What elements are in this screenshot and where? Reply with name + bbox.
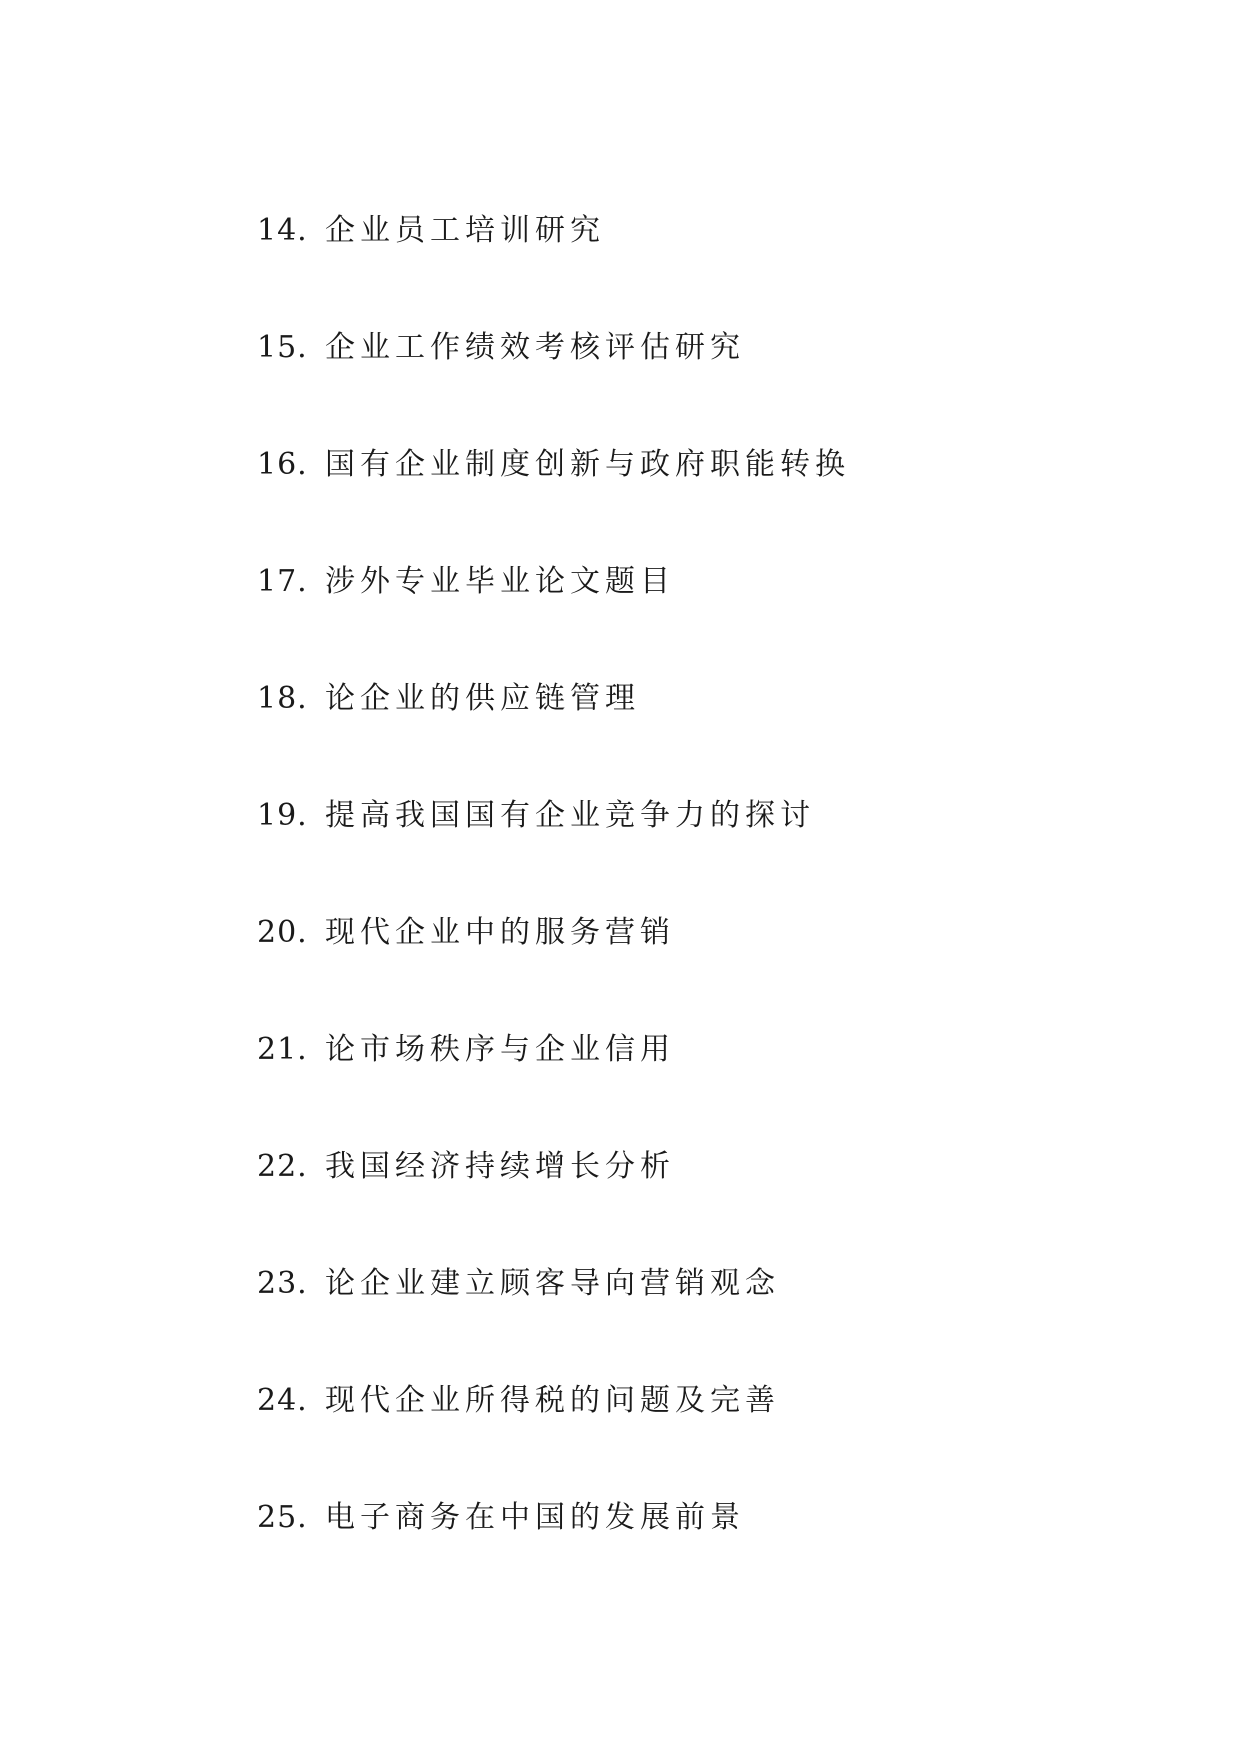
list-item <box>257 447 1157 564</box>
item-number: 18. <box>257 681 308 716</box>
list-item <box>257 681 1157 798</box>
topic-list <box>257 213 1157 1617</box>
item-number: 24. <box>257 1383 308 1418</box>
list-item <box>257 1149 1157 1266</box>
item-title: 现代企业中的服务营销 <box>325 915 675 950</box>
list-item <box>257 798 1157 915</box>
item-number: 21. <box>257 1032 308 1067</box>
item-number: 17. <box>257 564 308 599</box>
item-number: 22. <box>257 1149 308 1184</box>
list-item <box>257 915 1157 1032</box>
item-title: 现代企业所得税的问题及完善 <box>325 1383 780 1418</box>
item-number: 23. <box>257 1266 308 1301</box>
item-title: 国有企业制度创新与政府职能转换 <box>325 447 850 482</box>
item-title: 提高我国国有企业竞争力的探讨 <box>325 798 815 833</box>
item-title: 论市场秩序与企业信用 <box>325 1032 675 1067</box>
item-title: 论企业的供应链管理 <box>325 681 640 716</box>
item-title: 电子商务在中国的发展前景 <box>325 1500 745 1535</box>
list-item <box>257 1032 1157 1149</box>
item-title: 涉外专业毕业论文题目 <box>325 564 675 599</box>
item-number: 20. <box>257 915 308 950</box>
list-item <box>257 1266 1157 1383</box>
list-item <box>257 564 1157 681</box>
item-number: 16. <box>257 447 308 482</box>
item-title: 企业员工培训研究 <box>325 213 605 248</box>
item-title: 企业工作绩效考核评估研究 <box>325 330 745 365</box>
item-number: 14. <box>257 213 308 248</box>
list-item <box>257 330 1157 447</box>
list-item <box>257 213 1157 330</box>
item-number: 25. <box>257 1500 308 1535</box>
item-number: 15. <box>257 330 308 365</box>
list-item <box>257 1500 1157 1617</box>
item-title: 我国经济持续增长分析 <box>325 1149 675 1184</box>
item-number: 19. <box>257 798 308 833</box>
item-title: 论企业建立顾客导向营销观念 <box>325 1266 780 1301</box>
list-item <box>257 1383 1157 1500</box>
